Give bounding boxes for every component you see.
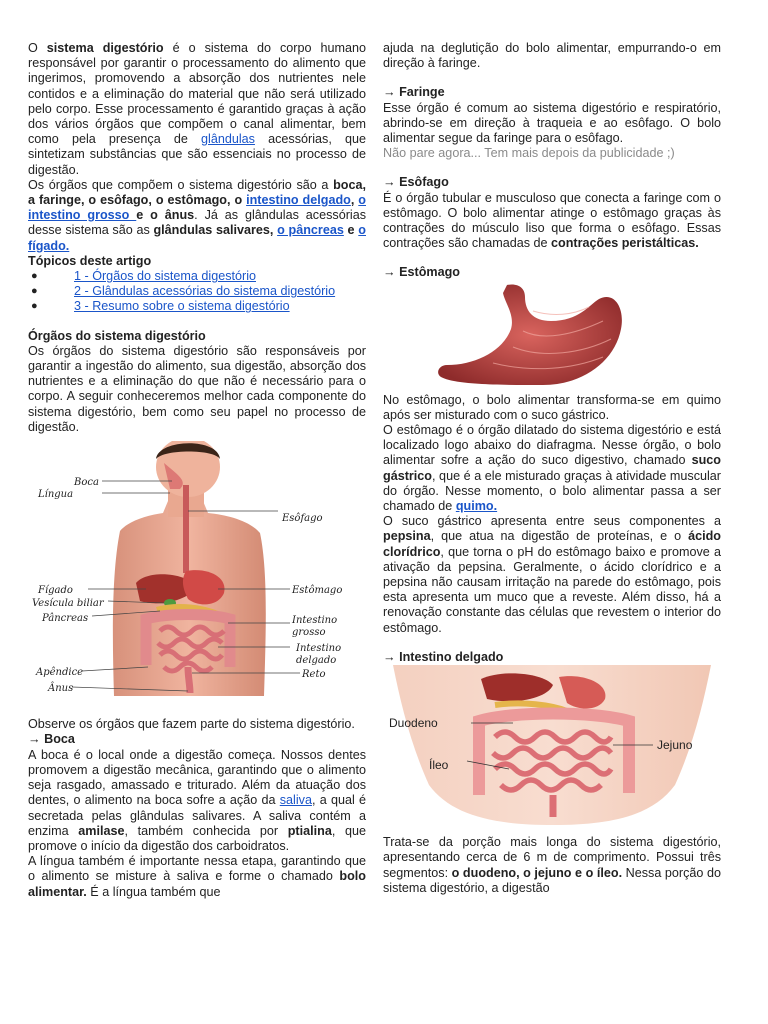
term-organs: boca, a faringe, o esôfago, o estômago, o bbox=[28, 177, 366, 208]
left-column bbox=[28, 41, 366, 900]
link-figado[interactable]: o fígado. bbox=[28, 223, 366, 253]
text: O estômago é o órgão dilatado do sistema digestório e está localizado logo abaixo do diafragma. Nesse órgão, o bolo alimentar sofre a ação do suco digestivo, chamado bbox=[383, 423, 721, 468]
text: Nessa porção do sistema digestório, a digestão bbox=[383, 865, 721, 895]
text: é o sistema do corpo humano responsável por garantir o processamento do alimento que ingerimos, promovendo a absorção dos nutrientes nele contidos e a eliminação do material que não será utilizado pelo corpo. Esse processamento é garantido graças à ação dos vários órgãos que compõem o canal alimentar, bem como pela presença de bbox=[28, 41, 366, 147]
stomach-shape bbox=[438, 284, 622, 385]
text: , que promove o início da digestão dos carboidratos. bbox=[28, 823, 366, 853]
term-suco-gastrico: suco gástrico bbox=[383, 453, 721, 483]
spacer bbox=[383, 71, 721, 85]
label-estomago: Estômago bbox=[292, 585, 343, 597]
text: Trata-se da porção mais longa do sistema digestório, apresentando cerca de 6 m de comprimento. Possui três segmentos: bbox=[383, 835, 721, 880]
text: Os órgãos que compõem o sistema digestório são a bbox=[28, 177, 334, 192]
rectum-shape bbox=[188, 667, 190, 693]
faringe-paragraph: Esse órgão é comum ao sistema digestório e respiratório, abrindo-se em direção à traqueia e ao esôfago. O bolo alimentar segue da faringe para o esôfago. bbox=[383, 100, 721, 146]
section-title-intestino: → Intestino delgado bbox=[383, 649, 504, 664]
link-pancreas[interactable]: o pâncreas bbox=[277, 223, 344, 238]
bullet-icon: ● bbox=[31, 285, 38, 298]
text: . Já as glândulas acessórias desse sistema são as bbox=[28, 208, 366, 238]
term-contracoes-peristalticas: contrações peristálticas. bbox=[551, 236, 699, 251]
section-title-boca: → Boca bbox=[28, 732, 75, 747]
toc-item bbox=[28, 299, 366, 314]
label-ileo: Íleo bbox=[429, 758, 449, 773]
organs-paragraph: Os órgãos do sistema digestório são responsáveis por garantir a ingestão do alimento, sua digestão, absorção dos nutrientes e a eliminação do que não é necessário para o corpo. A seguir conheceremos melhor cada componente do sistema digestório, bem como seu papel no processo de digestão. bbox=[28, 343, 366, 434]
text: O bbox=[28, 41, 47, 55]
intro-paragraph-2 bbox=[28, 178, 366, 254]
toc-link-3[interactable]: 3 - Resumo sobre o sistema digestório bbox=[74, 299, 290, 314]
section-title-faringe: → Faringe bbox=[383, 85, 445, 100]
text: É a língua também que bbox=[86, 884, 221, 899]
spacer bbox=[383, 251, 721, 265]
label-intestino-delgado-1: Intestino bbox=[296, 643, 342, 655]
spacer bbox=[28, 707, 366, 717]
label-esofago: Esôfago bbox=[282, 513, 323, 525]
text: A boca é o local onde a digestão começa. Nossos dentes promovem a digestão mecânica, garantindo que o alimento seja rasgado, amassado e triturado. Além da atuação dos dentes, o alimento na boca sofre a ação da bbox=[28, 747, 366, 808]
label-duodeno: Duodeno bbox=[389, 716, 438, 731]
continuation-paragraph: ajuda na deglutição do bolo alimentar, empurrando-o em direção à faringe. bbox=[383, 41, 721, 71]
text: O suco gástrico apresenta entre seus componentes a bbox=[383, 514, 721, 529]
toc-list bbox=[28, 269, 366, 315]
estomago-paragraph-2 bbox=[383, 423, 721, 514]
label-vesicula: Vesícula biliar bbox=[32, 598, 104, 610]
digestive-system-illustration bbox=[28, 441, 366, 703]
spacer bbox=[383, 825, 721, 835]
boca-paragraph-2 bbox=[28, 854, 366, 900]
text: É o órgão tubular e musculoso que conecta a faringe com o estômago. O bolo alimentar atinge o estômago graças às contrações do músculo liso que forma o esôfago. Essas contrações são chamadas de bbox=[383, 190, 721, 251]
text: , também conhecida por bbox=[124, 823, 288, 838]
stomach-illustration bbox=[383, 281, 721, 393]
label-anus: Ânus bbox=[48, 683, 74, 695]
text: acessórias, que sintetizam substâncias que são essenciais no processo de digestão. bbox=[28, 132, 366, 177]
observe-caption: Observe os órgãos que fazem parte do sistema digestório. bbox=[28, 717, 355, 732]
small-intestine-illustration bbox=[383, 665, 721, 825]
label-jejuno: Jejuno bbox=[657, 738, 693, 753]
intestino-paragraph bbox=[383, 835, 721, 896]
label-figado: Fígado bbox=[38, 585, 73, 597]
spacer bbox=[28, 315, 366, 329]
text: , bbox=[350, 193, 359, 208]
term-sistema-digestorio: sistema digestório bbox=[46, 41, 164, 55]
label-intestino-delgado-2: delgado bbox=[296, 655, 337, 667]
term-ptialina: ptialina bbox=[287, 823, 332, 838]
label-lingua: Língua bbox=[38, 489, 74, 501]
right-column bbox=[383, 41, 721, 896]
link-intestino-grosso[interactable]: o intestino grosso bbox=[28, 193, 366, 223]
toc-link-1[interactable]: 1 - Órgãos do sistema digestório bbox=[74, 269, 256, 284]
text: , a qual é secretada pelas glândulas salivares. A saliva contém a enzima bbox=[28, 793, 366, 838]
section-title-esofago: → Esôfago bbox=[383, 175, 449, 190]
link-glandulas[interactable]: glândulas bbox=[201, 132, 255, 147]
text: A língua também é importante nessa etapa, garantindo que o alimento se misture à saliva e forme o chamado bbox=[28, 854, 366, 884]
term-amilase: amilase bbox=[78, 823, 125, 838]
intro-paragraph-1 bbox=[28, 41, 366, 178]
text: , que atua na digestão de proteínas, e o bbox=[430, 529, 689, 544]
ad-notice: Não pare agora... Tem mais depois da publicidade ;) bbox=[383, 146, 675, 161]
spacer bbox=[383, 636, 721, 650]
term-bolo-alimentar: bolo alimentar. bbox=[28, 869, 366, 899]
estomago-paragraph-3 bbox=[383, 514, 721, 636]
toc-item bbox=[28, 269, 366, 284]
label-reto: Reto bbox=[302, 669, 326, 681]
term-segmentos: o duodeno, o jejuno e o íleo. bbox=[451, 865, 623, 880]
boca-paragraph-1 bbox=[28, 748, 366, 854]
link-saliva[interactable]: saliva bbox=[279, 793, 312, 808]
text: e bbox=[343, 223, 359, 238]
term-anus: e o ânus bbox=[136, 208, 195, 223]
label-boca: Boca bbox=[74, 477, 99, 489]
term-acido-cloridrico: ácido clorídrico bbox=[383, 529, 721, 559]
label-apendice: Apêndice bbox=[36, 667, 84, 679]
toc-item bbox=[28, 284, 366, 299]
section-title-orgaos: Órgãos do sistema digestório bbox=[28, 328, 206, 343]
label-intestino-grosso-2: grosso bbox=[292, 627, 326, 639]
link-intestino-delgado[interactable]: intestino delgado bbox=[246, 193, 351, 208]
text: , que é a ele misturado graças à atividade muscular do órgão. Nesse momento, o bolo alimentar passa a ser chamado de bbox=[383, 468, 721, 514]
esofago-paragraph bbox=[383, 191, 721, 252]
bullet-icon: ● bbox=[31, 270, 38, 283]
label-pancreas: Pâncreas bbox=[42, 613, 89, 625]
text: , que torna o pH do estômago baixo e promove a ativação da pepsina. Geralmente, o ácido clorídrico e a pepsina não causam irritação na parede do estômago, pois esta apresenta um muco que a reveste. Além disso, há a renovação constante das células que revestem o interior do estômago. bbox=[383, 544, 721, 635]
estomago-paragraph-1: No estômago, o bolo alimentar transforma-se em quimo após ser misturado com o suco gástrico. bbox=[383, 392, 721, 422]
spacer bbox=[383, 161, 721, 175]
bullet-icon: ● bbox=[31, 300, 38, 313]
section-title-estomago: → Estômago bbox=[383, 265, 460, 280]
digestive-system-figure bbox=[28, 441, 366, 707]
toc-link-2[interactable]: 2 - Glândulas acessórias do sistema digestório bbox=[74, 284, 336, 299]
term-glandulas-salivares: glândulas salivares, bbox=[153, 223, 278, 238]
toc-title: Tópicos deste artigo bbox=[28, 253, 152, 268]
term-pepsina: pepsina bbox=[383, 529, 431, 544]
link-quimo[interactable]: quimo. bbox=[455, 499, 498, 514]
label-intestino-grosso-1: Intestino bbox=[292, 615, 338, 627]
